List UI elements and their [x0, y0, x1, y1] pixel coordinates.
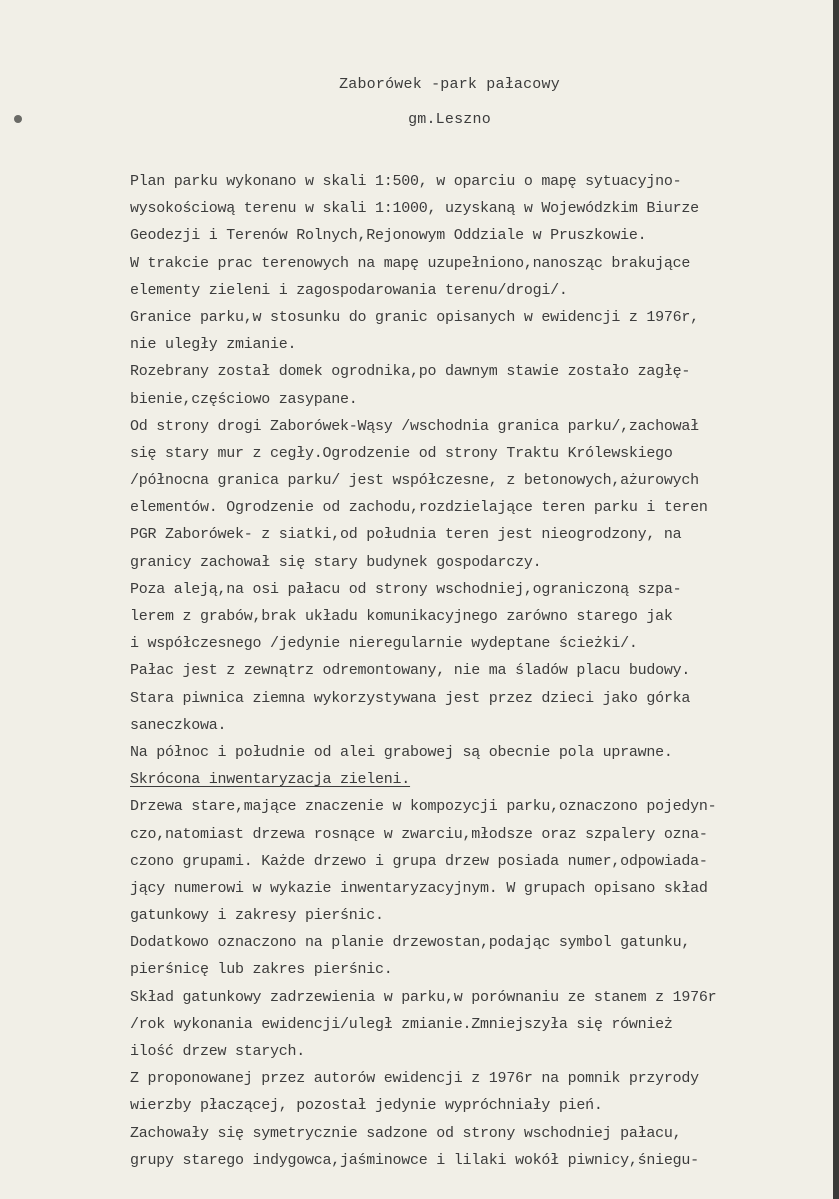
- text-line: elementy zieleni i zagospodarowania terenu/drogi/.: [130, 281, 568, 299]
- text-line: nie uległy zmianie.: [130, 336, 297, 354]
- text-line: Od strony drogi Zaborówek-Wąsy /wschodnia granica parku/,zachował: [130, 417, 699, 435]
- document-title: Zaborówek -park pałacowy: [339, 76, 560, 93]
- text-line: granicy zachował się stary budynek gospodarczy.: [130, 553, 542, 571]
- text-line: Z proponowanej przez autorów ewidencji z 1976r na pomnik przyrody: [130, 1070, 699, 1088]
- text-line: grupy starego indygowca,jaśminowce i lilaki wokół piwnicy,śniegu-: [130, 1151, 699, 1169]
- text-line: Skład gatunkowy zadrzewienia w parku,w porównaniu ze stanem z 1976r: [130, 988, 717, 1006]
- text-line: lerem z grabów,brak układu komunikacyjnego zarówno starego jak: [130, 608, 673, 625]
- text-line: Pałac jest z zewnątrz odremontowany, nie ma śladów placu budowy.: [130, 662, 691, 680]
- text-line: i współczesnego /jedynie nieregularnie wydeptane ścieżki/.: [130, 635, 638, 653]
- text-line: W trakcie prac terenowych na mapę uzupełniono,nanosząc brakujące: [130, 254, 691, 272]
- text-line: czo,natomiast drzewa rosnące w zwarciu,młodsze oraz szpalery ozna-: [130, 825, 708, 843]
- document-body: [130, 168, 820, 1174]
- text-line: gatunkowy i zakresy pierśnic.: [130, 907, 384, 925]
- text-line: bienie,częściowo zasypane.: [130, 390, 358, 408]
- text-line: się stary mur z cegły.Ogrodzenie od strony Traktu Królewskiego: [130, 444, 673, 462]
- text-line: PGR Zaborówek- z siatki,od południa teren jest nieogrodzony, na: [130, 526, 682, 544]
- text-line: Poza aleją,na osi pałacu od strony wschodniej,ograniczoną szpa-: [130, 580, 682, 598]
- text-line: Dodatkowo oznaczono na planie drzewostan,podając symbol gatunku,: [130, 934, 691, 952]
- text-line: /rok wykonania ewidencji/uległ zmianie.Zmniejszyła się również: [130, 1015, 673, 1033]
- punch-hole-mark: [14, 115, 22, 123]
- text-line: Zachowały się symetrycznie sadzone od strony wschodniej pałacu,: [130, 1124, 682, 1142]
- text-line: elementów. Ogrodzenie od zachodu,rozdzielające teren parku i teren: [130, 499, 708, 517]
- text-line: Na północ i południe od alei grabowej są obecnie pola uprawne.: [130, 743, 673, 761]
- text-line: pierśnicę lub zakres pierśnic.: [130, 961, 393, 979]
- text-line: czono grupami. Każde drzewo i grupa drzew posiada numer,odpowiada-: [130, 852, 708, 870]
- text-line: jący numerowi w wykazie inwentaryzacyjnym. W grupach opisano skład: [130, 879, 708, 897]
- text-line: Stara piwnica ziemna wykorzystywana jest przez dzieci jako górka: [130, 689, 691, 707]
- text-line: ilość drzew starych.: [130, 1043, 306, 1060]
- text-line: /północna granica parku/ jest współczesne, z betonowych,ażurowych: [130, 472, 699, 490]
- text-line: wysokościową terenu w skali 1:1000, uzyskaną w Wojewódzkim Biurze: [130, 200, 699, 218]
- text-line: wierzby płaczącej, pozostał jedynie wypróchniały pień.: [130, 1097, 603, 1115]
- text-line: Drzewa stare,mające znaczenie w kompozycji parku,oznaczono pojedyn-: [130, 798, 717, 816]
- section-heading: Skrócona inwentaryzacja zieleni.: [130, 771, 411, 789]
- text-line: Geodezji i Terenów Rolnych,Rejonowym Oddziale w Pruszkowie.: [130, 227, 647, 245]
- document-subtitle: gm.Leszno: [408, 111, 491, 128]
- text-line: Rozebrany został domek ogrodnika,po dawnym stawie zostało zagłę-: [130, 363, 691, 381]
- text-line: Plan parku wykonano w skali 1:500, w oparciu o mapę sytuacyjno-: [130, 173, 682, 190]
- text-line: saneczkowa.: [130, 716, 227, 734]
- text-line: Granice parku,w stosunku do granic opisanych w ewidencji z 1976r,: [130, 308, 699, 326]
